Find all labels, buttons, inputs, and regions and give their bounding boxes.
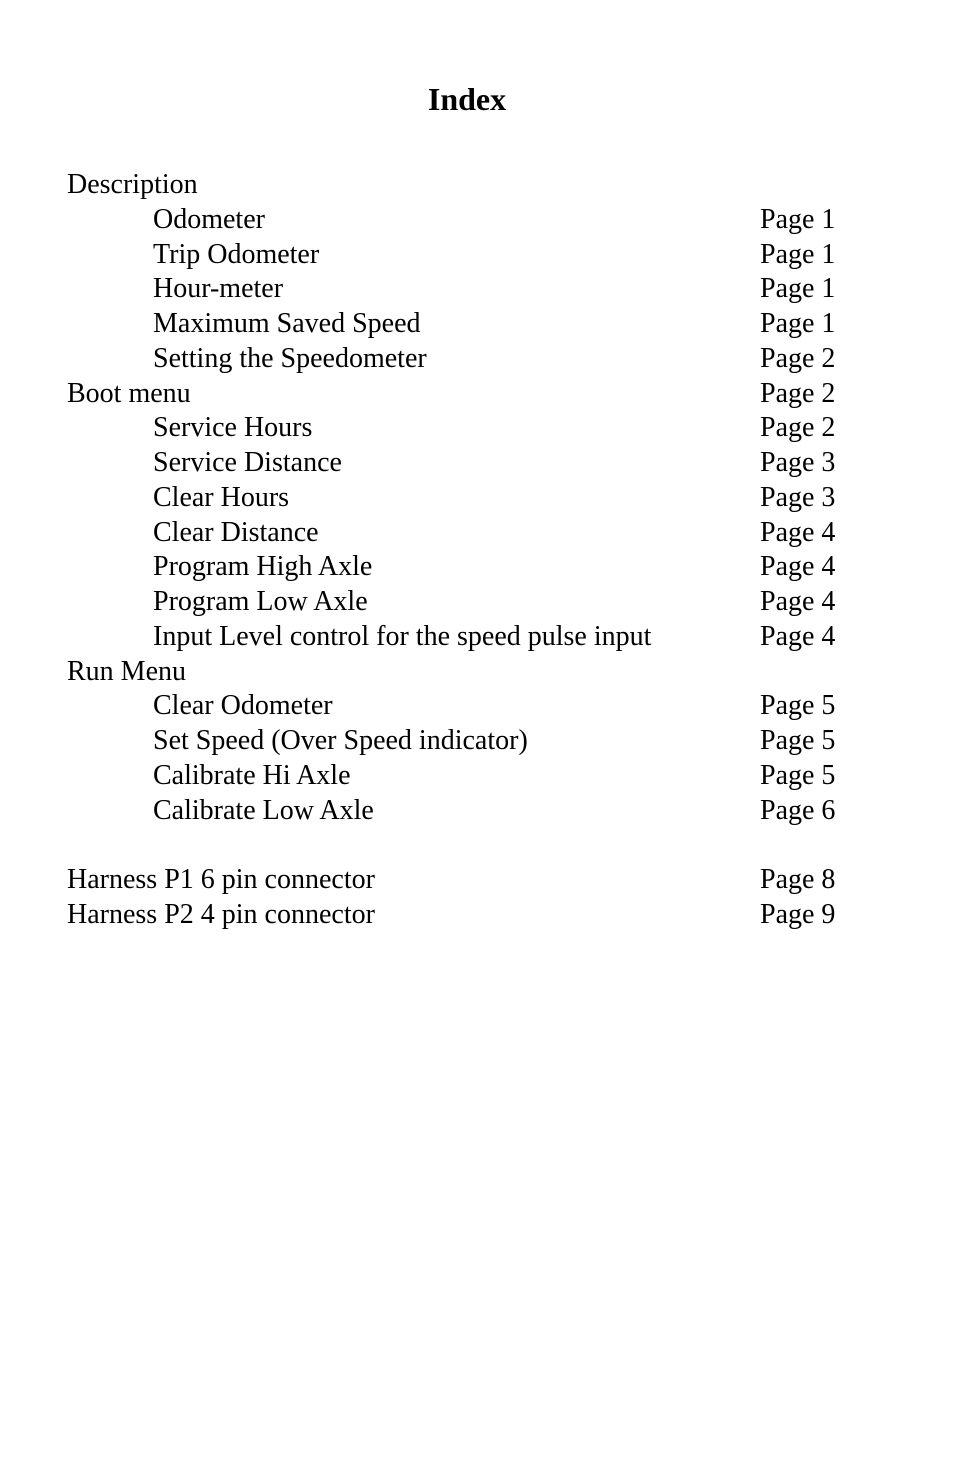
- index-entry: [67, 550, 867, 585]
- index-entry-page: Page 1: [760, 273, 836, 305]
- index-entry-page: Page 5: [760, 690, 836, 722]
- index-entry-page: Page 8: [760, 864, 836, 895]
- index-entry-label: Hour-meter: [153, 273, 284, 305]
- index-entry: [67, 272, 867, 307]
- index-entry: [67, 863, 867, 898]
- index-entry: [67, 516, 867, 551]
- index-entry-label: Program High Axle: [153, 551, 373, 583]
- index-entry-page: Page 9: [760, 898, 836, 930]
- index-entry-label: Calibrate Hi Axle: [153, 759, 351, 791]
- index-entry: [67, 203, 867, 238]
- index-entry-label: Clear Hours: [153, 481, 290, 513]
- index-entry-page: Page 2: [760, 342, 836, 374]
- index-entry-page: Page 2: [760, 377, 836, 409]
- index-entry-page: Page 5: [760, 759, 836, 791]
- index-list: [67, 168, 867, 933]
- index-entry-label: Harness P2 4 pin connector: [67, 898, 375, 930]
- index-spacer: [67, 828, 867, 863]
- index-entry: [67, 377, 867, 412]
- index-entry-label: Setting the Speedometer: [153, 342, 427, 374]
- index-entry: [67, 759, 867, 794]
- index-entry-page: Page 6: [760, 794, 836, 826]
- index-entry-label: Trip Odometer: [153, 238, 320, 270]
- index-entry: [67, 724, 867, 759]
- index-entry-page: Page 1: [760, 238, 836, 270]
- index-entry-page: Page 1: [760, 308, 836, 339]
- index-entry-page: Page 3: [760, 447, 836, 478]
- index-entry: [67, 168, 867, 203]
- index-entry-label: Set Speed (Over Speed indicator): [153, 725, 528, 756]
- index-entry-label: Odometer: [153, 203, 265, 235]
- index-entry-label: Harness P1 6 pin connector: [67, 864, 375, 895]
- index-entry-label: Boot menu: [67, 377, 191, 409]
- index-entry: [67, 411, 867, 446]
- index-entry-label: Maximum Saved Speed: [153, 308, 421, 339]
- index-entry: [67, 446, 867, 481]
- index-entry-label: Service Distance: [153, 447, 342, 478]
- index-entry-label: Description: [67, 169, 198, 200]
- index-entry-page: Page 2: [760, 412, 836, 444]
- index-entry-label: Service Hours: [153, 412, 313, 444]
- index-entry: [67, 307, 867, 342]
- index-entry-label: Input Level control for the speed pulse input: [153, 620, 652, 652]
- index-entry-label: Clear Odometer: [153, 690, 333, 722]
- index-entry: [67, 794, 867, 829]
- index-entry-page: Page 4: [760, 620, 836, 652]
- index-entry-label: Calibrate Low Axle: [153, 794, 374, 826]
- index-entry: [67, 481, 867, 516]
- index-entry: [67, 238, 867, 273]
- index-entry-page: Page 4: [760, 551, 836, 583]
- index-entry: [67, 620, 867, 655]
- index-entry-page: Page 3: [760, 481, 836, 513]
- page-title: Index: [427, 81, 507, 118]
- index-entry-page: Page 1: [760, 203, 836, 235]
- index-entry: [67, 585, 867, 620]
- index-entry: [67, 898, 867, 933]
- index-entry: [67, 342, 867, 377]
- index-entry: [67, 689, 867, 724]
- index-entry-label: Clear Distance: [153, 516, 319, 548]
- index-entry-page: Page 5: [760, 725, 836, 756]
- index-entry: [67, 655, 867, 690]
- index-entry-label: Program Low Axle: [153, 586, 368, 617]
- index-entry-page: Page 4: [760, 516, 836, 548]
- index-entry-label: Run Menu: [67, 655, 186, 687]
- index-entry-page: Page 4: [760, 586, 836, 617]
